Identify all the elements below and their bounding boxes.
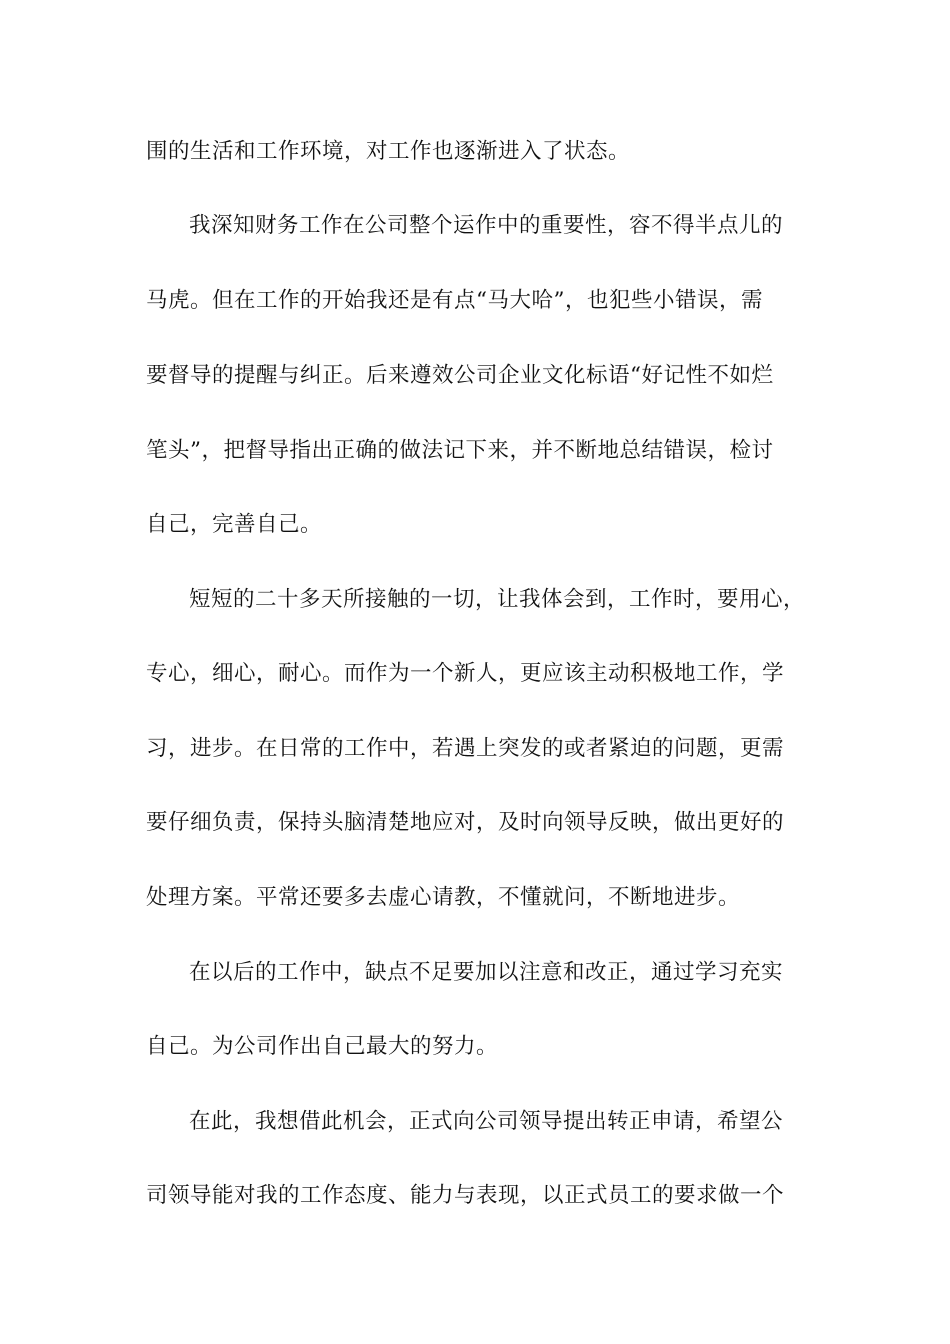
paragraph-first-line: 在以后的工作中，缺点不足要加以注意和改正，通过学习充实	[189, 960, 784, 985]
paragraph-first-line: 我深知财务工作在公司整个运作中的重要性，容不得半点儿的	[189, 213, 784, 238]
text-line: 要督导的提醒与纠正。后来遵效公司企业文化标语“好记性不如烂	[146, 363, 774, 388]
text-line: 自己。为公司作出自己最大的努力。	[146, 1034, 499, 1059]
text-line: 习，进步。在日常的工作中，若遇上突发的或者紧迫的问题，更需	[146, 736, 785, 761]
text-line: 笔头”，把督导指出正确的做法记下来，并不断地总结错误，检讨	[146, 438, 774, 463]
paragraph-first-line: 在此，我想借此机会，正式向公司领导提出转正申请，希望公	[189, 1109, 784, 1134]
text-line: 要仔细负责，保持头脑清楚地应对，及时向领导反映，做出更好的	[146, 810, 785, 835]
text-line: 马虎。但在工作的开始我还是有点“马大哈”，也犯些小错误，需	[146, 288, 763, 313]
text-line: 处理方案。平常还要多去虚心请教，不懂就问，不断地进步。	[146, 885, 741, 910]
text-line: 围的生活和工作环境，对工作也逐渐进入了状态。	[146, 139, 631, 164]
paragraph-first-line: 短短的二十多天所接触的一切，让我体会到，工作时，要用心，	[189, 587, 806, 612]
text-line: 司领导能对我的工作态度、能力与表现，以正式员工的要求做一个	[146, 1183, 785, 1208]
text-line: 自己，完善自己。	[146, 512, 323, 537]
text-line: 专心，细心，耐心。而作为一个新人，更应该主动积极地工作，学	[146, 661, 785, 686]
